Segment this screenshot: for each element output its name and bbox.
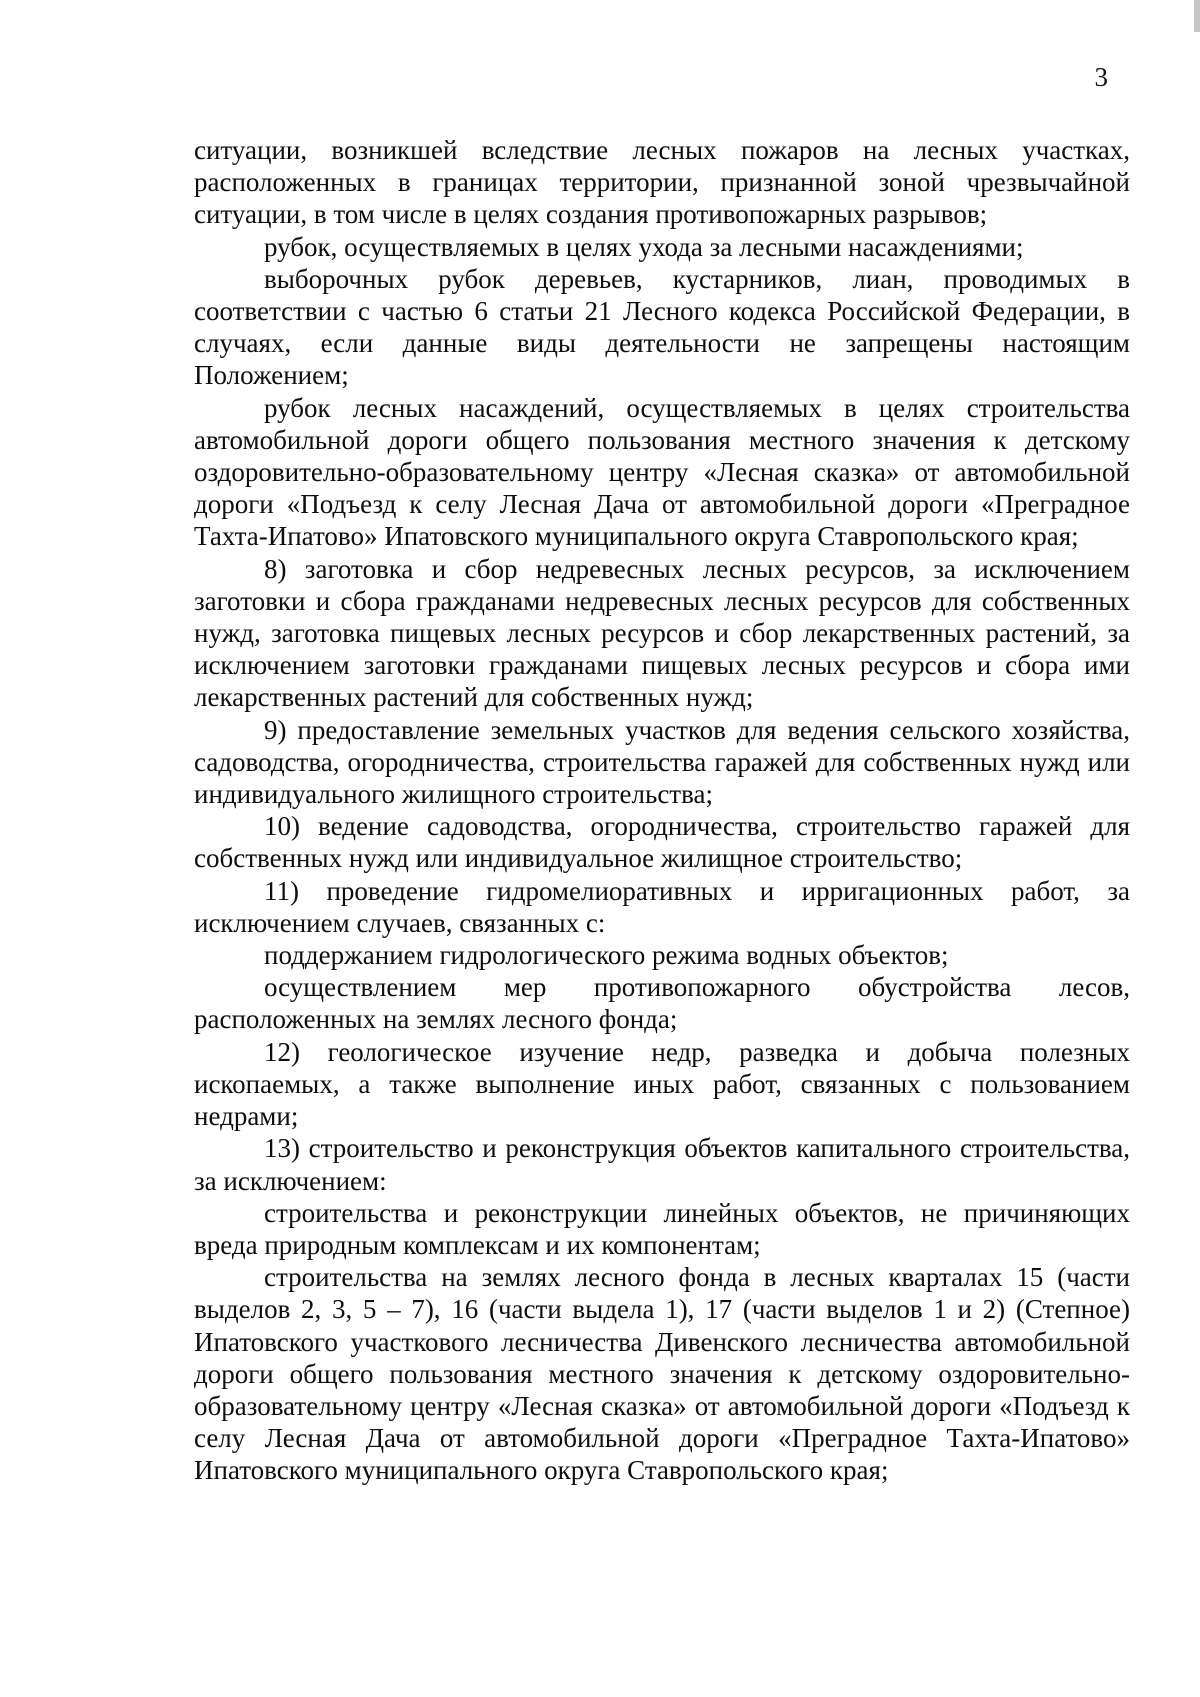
scan-edge-mark [1194,0,1200,32]
paragraph: рубок, осуществляемых в целях ухода за лесными насаждениями; [264,231,1024,262]
paragraph: строительства на землях лесного фонда в лесных кварталах 15 (части выделов 2, 3, 5 – 7), 16 (части выдела 1), 17 (части выделов 1 и 2) (Степное) Ипатовского участкового лесничества Дивенского лесничества автомобильной дороги общего пользования местного значения к детскому оздоровительно-образовательному центру «Лесная сказка» от автомобильной дороги «Подъезд к селу Лесная Дача от автомобильной дороги «Преградное Тахта-Ипатово» Ипатовского муниципального округа Ставропольского края; [194,1262,1130,1486]
paragraph: осуществлением мер противопожарного обустройства лесов, расположенных на землях лесного фонда; [194,972,1130,1035]
paragraph: выборочных рубок деревьев, кустарников, лиан, проводимых в соответствии с частью 6 статьи 21 Лесного кодекса Российской Федерации, в случаях, если данные виды деятельности не запрещены настоящим Положением; [194,263,1130,391]
page-number: 3 [1094,62,1108,92]
paragraph: 13) строительство и реконструкция объектов капитального строительства, за исключением: [194,1133,1130,1196]
paragraph: 12) геологическое изучение недр, разведка и добыча полезных ископаемых, а также выполнение иных работ, связанных с пользованием недрами; [194,1036,1130,1132]
paragraph: строительства и реконструкции линейных объектов, не причиняющих вреда природным комплексам и их компонентам; [194,1197,1130,1260]
paragraph: рубок лесных насаждений, осуществляемых в целях строительства автомобильной дороги общего пользования местного значения к детскому оздоровительно-образовательному центру «Лесная сказка» от автомобильной дороги «Подъезд к селу Лесная Дача от автомобильной дороги «Преградное Тахта-Ипатово» Ипатовского муниципального округа Ставропольского края; [194,392,1130,552]
paragraph: 9) предоставление земельных участков для ведения сельского хозяйства, садоводства, огородничества, строительства гаражей для собственных нужд или индивидуального жилищного строительства; [194,714,1130,810]
paragraph: 10) ведение садоводства, огородничества, строительство гаражей для собственных нужд или индивидуальное жилищное строительство; [194,811,1130,874]
paragraph: 8) заготовка и сбор недревесных лесных ресурсов, за исключением заготовки и сбора гражданами недревесных лесных ресурсов для собственных нужд, заготовка пищевых лесных ресурсов и сбор лекарственных растений, за исключением заготовки гражданами пищевых лесных ресурсов и сбора ими лекарственных растений для собственных нужд; [194,553,1130,713]
paragraph: поддержанием гидрологического режима водных объектов; [264,940,949,971]
paragraph: 11) проведение гидромелиоративных и ирригационных работ, за исключением случаев, связанных с: [194,875,1130,938]
paragraph: ситуации, возникшей вследствие лесных пожаров на лесных участках, расположенных в границах территории, признанной зоной чрезвычайной ситуации, в том числе в целях создания противопожарных разрывов; [194,135,1130,230]
document-body [194,134,1130,1487]
